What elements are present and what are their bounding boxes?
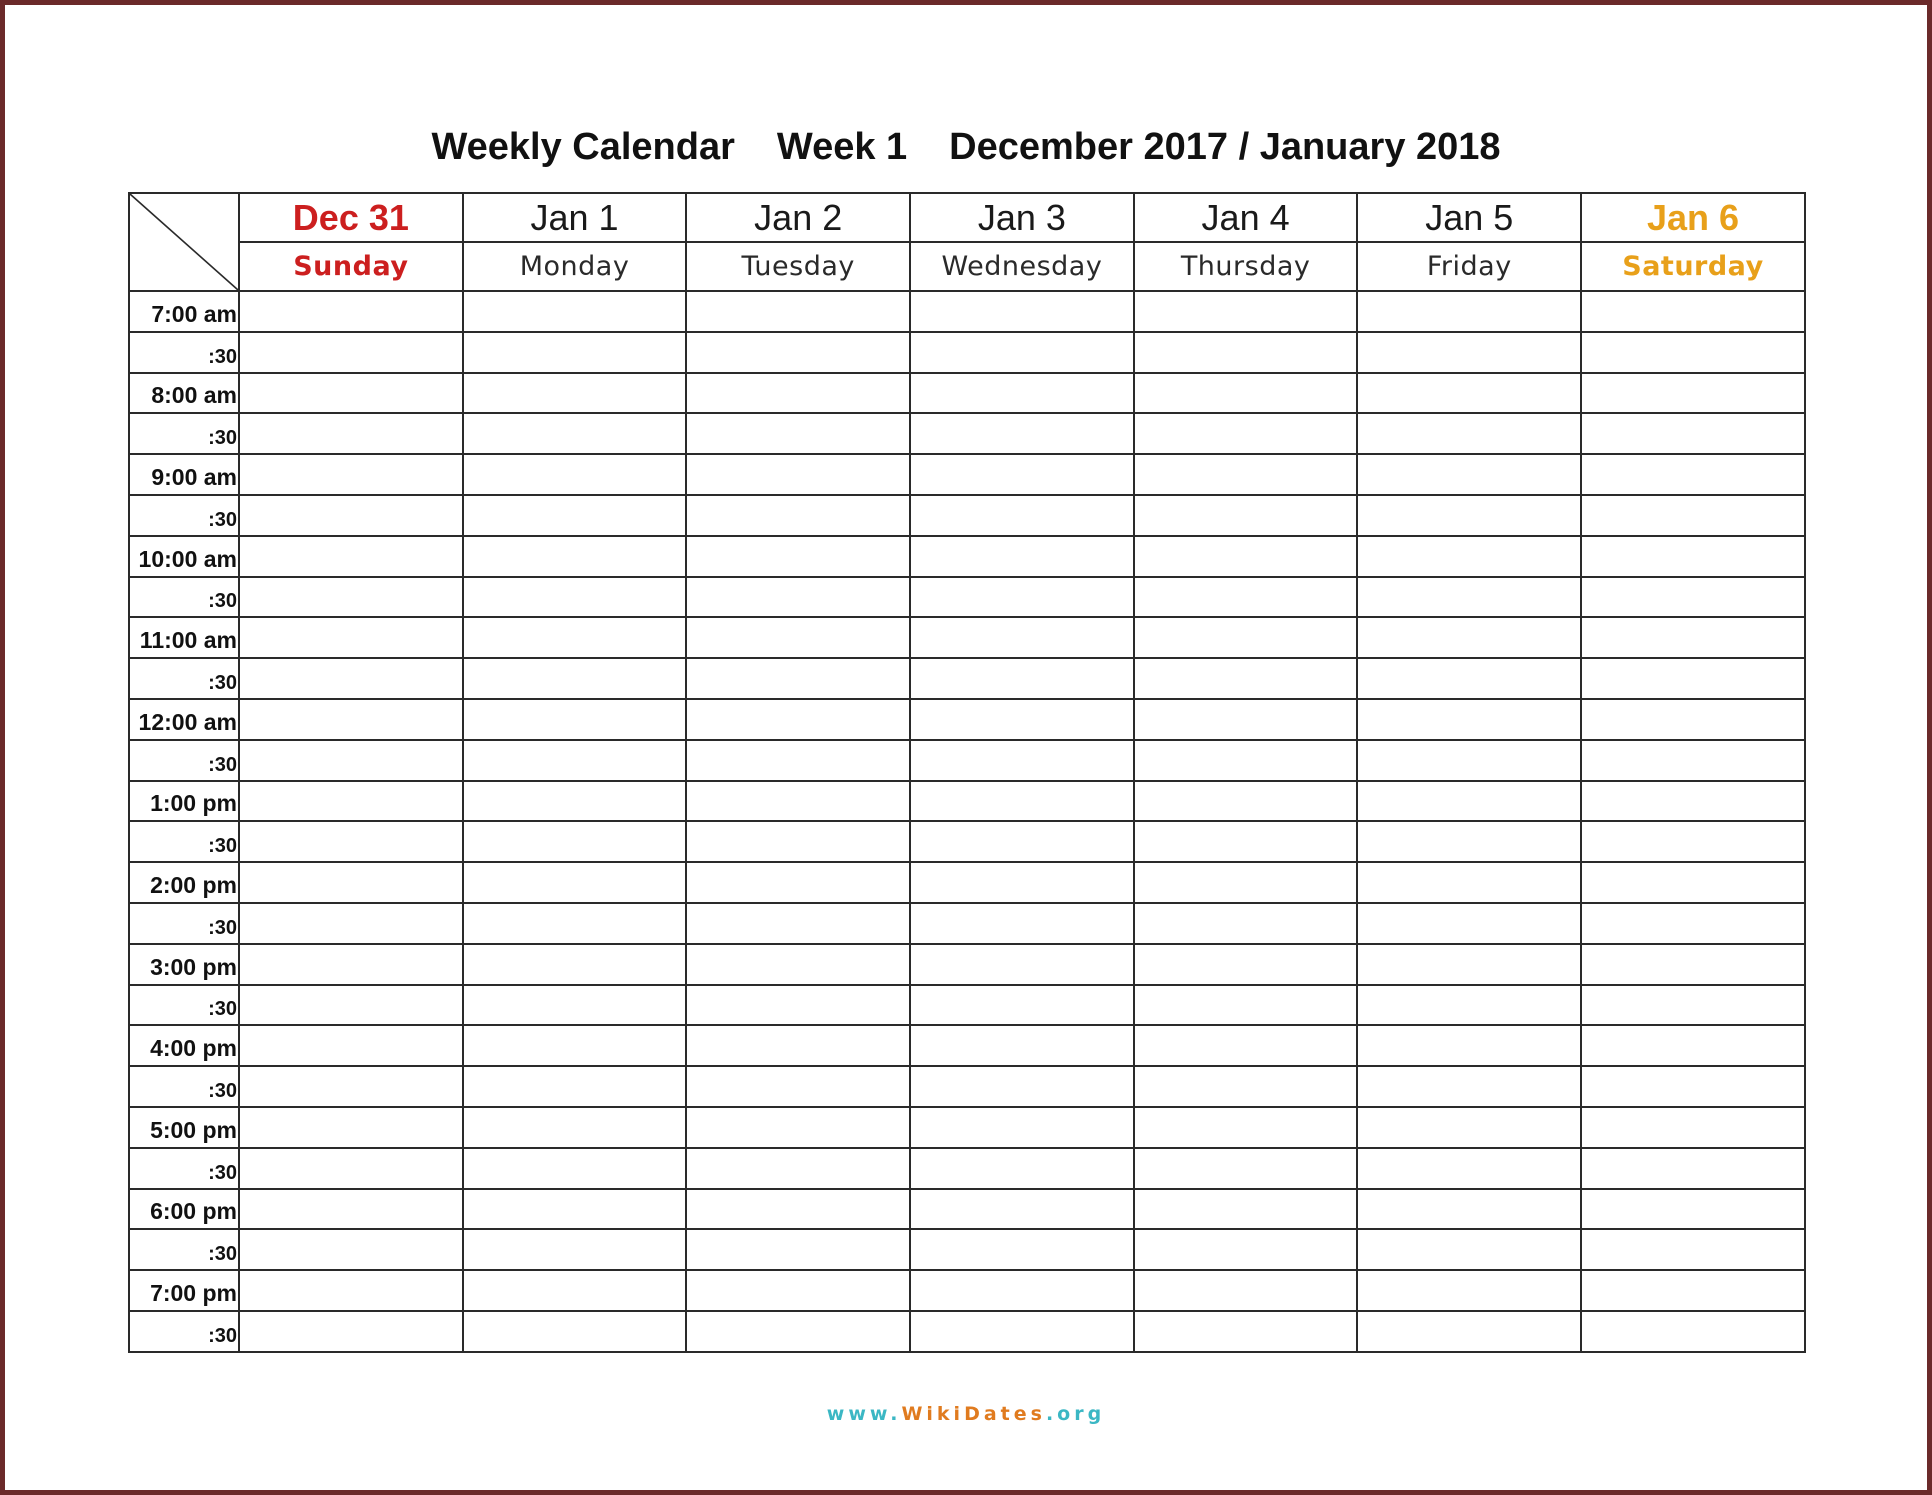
- slot-cell[interactable]: [1134, 821, 1358, 862]
- time-label: 11:00 am: [129, 617, 239, 658]
- slot-cell[interactable]: [463, 454, 687, 495]
- time-label: :30: [129, 903, 239, 944]
- slot-cell[interactable]: [910, 1311, 1134, 1352]
- slot-cell[interactable]: [1357, 781, 1581, 822]
- slot-cell[interactable]: [1134, 1311, 1358, 1352]
- time-slot-row: [129, 1311, 1805, 1352]
- slot-cell[interactable]: [1134, 413, 1358, 454]
- time-slot-row: [129, 821, 1805, 862]
- time-label: :30: [129, 1066, 239, 1107]
- slot-cell[interactable]: [910, 862, 1134, 903]
- slot-cell[interactable]: [463, 781, 687, 822]
- slot-cell[interactable]: [1134, 454, 1358, 495]
- slot-cell[interactable]: [463, 740, 687, 781]
- slot-cell[interactable]: [239, 373, 463, 414]
- slot-cell[interactable]: [463, 1189, 687, 1230]
- slot-cell[interactable]: [239, 658, 463, 699]
- slot-cell[interactable]: [686, 1148, 910, 1189]
- slot-cell[interactable]: [1134, 1066, 1358, 1107]
- slot-cell[interactable]: [1581, 1270, 1805, 1311]
- slot-cell[interactable]: [1357, 1107, 1581, 1148]
- corner-cell: [129, 193, 239, 291]
- title-months: December 2017 / January 2018: [949, 126, 1501, 168]
- slot-cell[interactable]: [463, 862, 687, 903]
- slot-cell[interactable]: [1581, 1229, 1805, 1270]
- slot-cell[interactable]: [239, 699, 463, 740]
- slot-cell[interactable]: [239, 617, 463, 658]
- slot-cell[interactable]: [1134, 658, 1358, 699]
- slot-cell[interactable]: [1134, 781, 1358, 822]
- slot-cell[interactable]: [463, 1066, 687, 1107]
- slot-cell[interactable]: [1357, 495, 1581, 536]
- time-label: 8:00 am: [129, 373, 239, 414]
- time-slot-row: [129, 373, 1805, 414]
- slot-cell[interactable]: [910, 373, 1134, 414]
- slot-cell[interactable]: [910, 1025, 1134, 1066]
- slot-cell[interactable]: [910, 699, 1134, 740]
- slot-cell[interactable]: [239, 1066, 463, 1107]
- slot-cell[interactable]: [686, 740, 910, 781]
- slot-cell[interactable]: [1134, 495, 1358, 536]
- footer-brand: WikiDates: [901, 1403, 1046, 1425]
- slot-cell[interactable]: [910, 495, 1134, 536]
- slot-cell[interactable]: [1581, 373, 1805, 414]
- weekday-label-tuesday: Tuesday: [686, 242, 910, 291]
- slot-cell[interactable]: [1357, 1229, 1581, 1270]
- weekday-label-saturday: Saturday: [1581, 242, 1805, 291]
- time-slot-row: [129, 291, 1805, 332]
- slot-cell[interactable]: [239, 740, 463, 781]
- slot-cell[interactable]: [1357, 1066, 1581, 1107]
- time-slot-row: [129, 1066, 1805, 1107]
- slot-cell[interactable]: [1357, 985, 1581, 1026]
- slot-cell[interactable]: [463, 699, 687, 740]
- slot-cell[interactable]: [1581, 821, 1805, 862]
- slot-cell[interactable]: [239, 1311, 463, 1352]
- title-calendar: Weekly Calendar: [431, 126, 735, 168]
- slot-cell[interactable]: [686, 944, 910, 985]
- slot-cell[interactable]: [686, 332, 910, 373]
- time-label: :30: [129, 1148, 239, 1189]
- slot-cell[interactable]: [239, 862, 463, 903]
- time-slot-row: [129, 1148, 1805, 1189]
- slot-cell[interactable]: [239, 1025, 463, 1066]
- slot-cell[interactable]: [463, 1270, 687, 1311]
- slot-cell[interactable]: [910, 740, 1134, 781]
- weekday-label-thursday: Thursday: [1134, 242, 1358, 291]
- slot-cell[interactable]: [910, 944, 1134, 985]
- time-slots: [129, 291, 1805, 1352]
- slot-cell[interactable]: [463, 1229, 687, 1270]
- slot-cell[interactable]: [1357, 413, 1581, 454]
- slot-cell[interactable]: [910, 1107, 1134, 1148]
- weekly-calendar-grid: [128, 192, 1806, 1353]
- slot-cell[interactable]: [239, 903, 463, 944]
- slot-cell[interactable]: [1581, 577, 1805, 618]
- date-header-thursday: Jan 4: [1134, 193, 1358, 242]
- slot-cell[interactable]: [686, 373, 910, 414]
- slot-cell[interactable]: [910, 536, 1134, 577]
- slot-cell[interactable]: [1134, 1025, 1358, 1066]
- slot-cell[interactable]: [463, 577, 687, 618]
- slot-cell[interactable]: [910, 291, 1134, 332]
- slot-cell[interactable]: [463, 1107, 687, 1148]
- slot-cell[interactable]: [463, 821, 687, 862]
- slot-cell[interactable]: [686, 1066, 910, 1107]
- slot-cell[interactable]: [1581, 740, 1805, 781]
- footer-website: [0, 1403, 1932, 1425]
- slot-cell[interactable]: [463, 658, 687, 699]
- time-label: 1:00 pm: [129, 781, 239, 822]
- slot-cell[interactable]: [1134, 944, 1358, 985]
- slot-cell[interactable]: [239, 985, 463, 1026]
- slot-cell[interactable]: [239, 495, 463, 536]
- slot-cell[interactable]: [239, 1229, 463, 1270]
- time-slot-row: [129, 536, 1805, 577]
- slot-cell[interactable]: [910, 781, 1134, 822]
- slot-cell[interactable]: [1134, 1107, 1358, 1148]
- slot-cell[interactable]: [910, 1148, 1134, 1189]
- slot-cell[interactable]: [686, 536, 910, 577]
- slot-cell[interactable]: [1357, 821, 1581, 862]
- slot-cell[interactable]: [1357, 617, 1581, 658]
- slot-cell[interactable]: [910, 821, 1134, 862]
- time-label: :30: [129, 985, 239, 1026]
- weekday-label-monday: Monday: [463, 242, 687, 291]
- slot-cell[interactable]: [686, 903, 910, 944]
- time-slot-row: [129, 332, 1805, 373]
- slot-cell[interactable]: [1581, 944, 1805, 985]
- slot-cell[interactable]: [1357, 291, 1581, 332]
- time-slot-row: [129, 454, 1805, 495]
- slot-cell[interactable]: [1581, 1311, 1805, 1352]
- slot-cell[interactable]: [686, 495, 910, 536]
- slot-cell[interactable]: [910, 577, 1134, 618]
- slot-cell[interactable]: [463, 944, 687, 985]
- slot-cell[interactable]: [239, 821, 463, 862]
- slot-cell[interactable]: [1357, 658, 1581, 699]
- slot-cell[interactable]: [1357, 740, 1581, 781]
- date-header-row: [129, 193, 1805, 242]
- slot-cell[interactable]: [1134, 332, 1358, 373]
- slot-cell[interactable]: [1134, 985, 1358, 1026]
- slot-cell[interactable]: [1581, 1148, 1805, 1189]
- slot-cell[interactable]: [463, 332, 687, 373]
- slot-cell[interactable]: [686, 1107, 910, 1148]
- slot-cell[interactable]: [239, 291, 463, 332]
- time-slot-row: [129, 781, 1805, 822]
- time-label: 10:00 am: [129, 536, 239, 577]
- slot-cell[interactable]: [1357, 944, 1581, 985]
- slot-cell[interactable]: [1357, 454, 1581, 495]
- time-label: 9:00 am: [129, 454, 239, 495]
- slot-cell[interactable]: [686, 821, 910, 862]
- slot-cell[interactable]: [686, 985, 910, 1026]
- time-label: 12:00 am: [129, 699, 239, 740]
- slot-cell[interactable]: [1357, 1025, 1581, 1066]
- slot-cell[interactable]: [1134, 536, 1358, 577]
- time-label: :30: [129, 740, 239, 781]
- time-label: :30: [129, 821, 239, 862]
- slot-cell[interactable]: [1581, 1066, 1805, 1107]
- slot-cell[interactable]: [686, 1189, 910, 1230]
- time-slot-row: [129, 577, 1805, 618]
- slot-cell[interactable]: [686, 781, 910, 822]
- slot-cell[interactable]: [686, 291, 910, 332]
- time-label: :30: [129, 332, 239, 373]
- slot-cell[interactable]: [686, 1311, 910, 1352]
- slot-cell[interactable]: [1134, 903, 1358, 944]
- slot-cell[interactable]: [1581, 862, 1805, 903]
- time-label: 2:00 pm: [129, 862, 239, 903]
- time-label: :30: [129, 1311, 239, 1352]
- slot-cell[interactable]: [1357, 577, 1581, 618]
- slot-cell[interactable]: [463, 291, 687, 332]
- slot-cell[interactable]: [239, 536, 463, 577]
- slot-cell[interactable]: [1581, 536, 1805, 577]
- slot-cell[interactable]: [1357, 536, 1581, 577]
- slot-cell[interactable]: [1581, 413, 1805, 454]
- slot-cell[interactable]: [686, 454, 910, 495]
- slot-cell[interactable]: [910, 658, 1134, 699]
- slot-cell[interactable]: [1581, 291, 1805, 332]
- slot-cell[interactable]: [1134, 1229, 1358, 1270]
- corner-diagonal-line: [130, 194, 238, 290]
- time-label: :30: [129, 577, 239, 618]
- slot-cell[interactable]: [239, 1189, 463, 1230]
- title-week: Week 1: [776, 126, 908, 168]
- slot-cell[interactable]: [1581, 495, 1805, 536]
- slot-cell[interactable]: [686, 1270, 910, 1311]
- slot-cell[interactable]: [910, 1066, 1134, 1107]
- time-slot-row: [129, 903, 1805, 944]
- slot-cell[interactable]: [1357, 373, 1581, 414]
- slot-cell[interactable]: [910, 617, 1134, 658]
- time-slot-row: [129, 1025, 1805, 1066]
- slot-cell[interactable]: [1134, 1189, 1358, 1230]
- slot-cell[interactable]: [1134, 577, 1358, 618]
- time-slot-row: [129, 740, 1805, 781]
- slot-cell[interactable]: [239, 1107, 463, 1148]
- slot-cell[interactable]: [1357, 1189, 1581, 1230]
- date-header-saturday: Jan 6: [1581, 193, 1805, 242]
- time-label: 7:00 am: [129, 291, 239, 332]
- slot-cell[interactable]: [686, 658, 910, 699]
- date-header-friday: Jan 5: [1357, 193, 1581, 242]
- time-slot-row: [129, 617, 1805, 658]
- footer-prefix: www.: [826, 1403, 902, 1425]
- slot-cell[interactable]: [910, 332, 1134, 373]
- slot-cell[interactable]: [239, 332, 463, 373]
- slot-cell[interactable]: [686, 413, 910, 454]
- slot-cell[interactable]: [463, 373, 687, 414]
- slot-cell[interactable]: [1581, 781, 1805, 822]
- slot-cell[interactable]: [910, 454, 1134, 495]
- slot-cell[interactable]: [1581, 699, 1805, 740]
- slot-cell[interactable]: [1134, 1270, 1358, 1311]
- time-label: 7:00 pm: [129, 1270, 239, 1311]
- footer-suffix: .org: [1045, 1403, 1106, 1425]
- slot-cell[interactable]: [910, 1229, 1134, 1270]
- weekday-label-wednesday: Wednesday: [910, 242, 1134, 291]
- slot-cell[interactable]: [1134, 617, 1358, 658]
- page-title: [0, 126, 1932, 169]
- slot-cell[interactable]: [239, 1270, 463, 1311]
- time-label: :30: [129, 1229, 239, 1270]
- time-label: 4:00 pm: [129, 1025, 239, 1066]
- slot-cell[interactable]: [463, 495, 687, 536]
- slot-cell[interactable]: [463, 413, 687, 454]
- slot-cell[interactable]: [239, 577, 463, 618]
- slot-cell[interactable]: [463, 985, 687, 1026]
- slot-cell[interactable]: [463, 1148, 687, 1189]
- slot-cell[interactable]: [910, 1270, 1134, 1311]
- slot-cell[interactable]: [239, 454, 463, 495]
- slot-cell[interactable]: [1357, 332, 1581, 373]
- slot-cell[interactable]: [1357, 1148, 1581, 1189]
- time-slot-row: [129, 495, 1805, 536]
- slot-cell[interactable]: [910, 985, 1134, 1026]
- slot-cell[interactable]: [1134, 291, 1358, 332]
- time-slot-row: [129, 1107, 1805, 1148]
- slot-cell[interactable]: [910, 903, 1134, 944]
- date-header-tuesday: Jan 2: [686, 193, 910, 242]
- date-header-sunday: Dec 31: [239, 193, 463, 242]
- slot-cell[interactable]: [1134, 373, 1358, 414]
- time-slot-row: [129, 699, 1805, 740]
- slot-cell[interactable]: [463, 1025, 687, 1066]
- slot-cell[interactable]: [686, 1025, 910, 1066]
- slot-cell[interactable]: [686, 862, 910, 903]
- weekday-label-friday: Friday: [1357, 242, 1581, 291]
- weekday-header-row: [129, 242, 1805, 291]
- slot-cell[interactable]: [1581, 1025, 1805, 1066]
- time-slot-row: [129, 985, 1805, 1026]
- slot-cell[interactable]: [1357, 862, 1581, 903]
- slot-cell[interactable]: [1581, 332, 1805, 373]
- slot-cell[interactable]: [1581, 658, 1805, 699]
- slot-cell[interactable]: [463, 1311, 687, 1352]
- time-slot-row: [129, 1229, 1805, 1270]
- slot-cell[interactable]: [1581, 617, 1805, 658]
- time-label: :30: [129, 495, 239, 536]
- slot-cell[interactable]: [1581, 985, 1805, 1026]
- slot-cell[interactable]: [1581, 1107, 1805, 1148]
- time-label: :30: [129, 658, 239, 699]
- slot-cell[interactable]: [463, 536, 687, 577]
- slot-cell[interactable]: [239, 1148, 463, 1189]
- slot-cell[interactable]: [1134, 699, 1358, 740]
- time-label: 6:00 pm: [129, 1189, 239, 1230]
- slot-cell[interactable]: [239, 944, 463, 985]
- slot-cell[interactable]: [1357, 903, 1581, 944]
- slot-cell[interactable]: [686, 617, 910, 658]
- slot-cell[interactable]: [686, 699, 910, 740]
- slot-cell[interactable]: [1134, 862, 1358, 903]
- time-slot-row: [129, 658, 1805, 699]
- slot-cell[interactable]: [239, 413, 463, 454]
- slot-cell[interactable]: [1134, 1148, 1358, 1189]
- time-label: 5:00 pm: [129, 1107, 239, 1148]
- date-header-wednesday: Jan 3: [910, 193, 1134, 242]
- slot-cell[interactable]: [910, 1189, 1134, 1230]
- slot-cell[interactable]: [910, 413, 1134, 454]
- time-slot-row: [129, 862, 1805, 903]
- slot-cell[interactable]: [686, 1229, 910, 1270]
- time-slot-row: [129, 1270, 1805, 1311]
- slot-cell[interactable]: [239, 781, 463, 822]
- time-label: 3:00 pm: [129, 944, 239, 985]
- date-header-monday: Jan 1: [463, 193, 687, 242]
- slot-cell[interactable]: [1581, 1189, 1805, 1230]
- time-slot-row: [129, 1189, 1805, 1230]
- time-slot-row: [129, 944, 1805, 985]
- slot-cell[interactable]: [1357, 1311, 1581, 1352]
- slot-cell[interactable]: [1581, 903, 1805, 944]
- time-slot-row: [129, 413, 1805, 454]
- slot-cell[interactable]: [1134, 740, 1358, 781]
- weekday-label-sunday: Sunday: [239, 242, 463, 291]
- slot-cell[interactable]: [686, 577, 910, 618]
- slot-cell[interactable]: [1357, 1270, 1581, 1311]
- slot-cell[interactable]: [1581, 454, 1805, 495]
- slot-cell[interactable]: [1357, 699, 1581, 740]
- slot-cell[interactable]: [463, 617, 687, 658]
- slot-cell[interactable]: [463, 903, 687, 944]
- time-label: :30: [129, 413, 239, 454]
